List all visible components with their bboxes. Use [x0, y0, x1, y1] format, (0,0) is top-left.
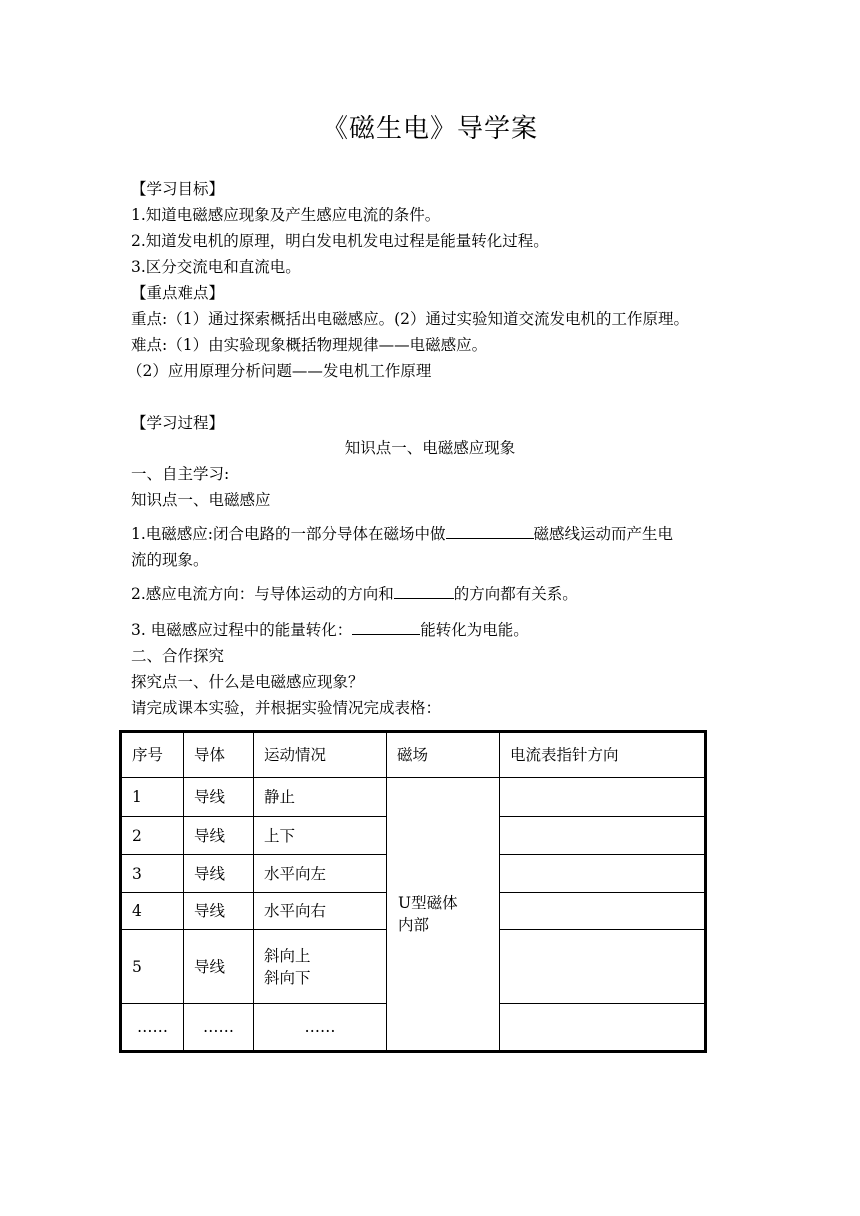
answer-blank-3[interactable] [352, 620, 420, 635]
difficult-point-text: 难点:（1）由实验现象概括物理规律——电磁感应。 [131, 336, 488, 354]
key-point-text: 重点:（1）通过探索概括出电磁感应。(2）通过实验知道交流发电机的工作原理。 [131, 310, 689, 328]
row-number: 4 [121, 893, 184, 930]
question-1-continued: 流的现象。 [131, 551, 209, 569]
question-2 [131, 584, 578, 604]
table-row [121, 778, 706, 817]
header-magnetic-field: 磁场 [387, 732, 500, 778]
section-self-study: 一、自主学习: [131, 465, 230, 483]
explore-point-1: 探究点一、什么是电磁感应现象？ [131, 673, 364, 691]
question-1-text-b: 磁感线运动而产生电 [533, 525, 674, 543]
header-number: 序号 [121, 732, 184, 778]
page-title: 《磁生电》导学案 [321, 114, 538, 144]
row-number: 3 [121, 855, 184, 893]
needle-direction-input[interactable] [500, 855, 706, 893]
goals-heading: 【学习目标】 [131, 180, 225, 198]
needle-direction-input[interactable] [500, 778, 706, 817]
question-1 [131, 524, 673, 544]
row-conductor: …… [184, 1004, 254, 1052]
magnet-label-line2: 内部 [398, 916, 430, 934]
question-3 [131, 620, 529, 640]
row-conductor: 导线 [184, 817, 254, 855]
answer-blank-1[interactable] [446, 524, 534, 539]
row-number: 5 [121, 930, 184, 1004]
answer-blank-2[interactable] [394, 584, 454, 599]
row-conductor: 导线 [184, 778, 254, 817]
needle-direction-input[interactable] [500, 1004, 706, 1052]
knowledge-point-1: 知识点一、电磁感应 [131, 491, 271, 509]
needle-direction-input[interactable] [500, 930, 706, 1004]
row-number: 2 [121, 817, 184, 855]
magnet-label-line1: U型磁体 [398, 894, 458, 912]
row-motion: 静止 [254, 778, 387, 817]
experiment-table [119, 730, 707, 1053]
row-motion-line1: 斜向上 [264, 946, 311, 965]
goal-item-2: 2.知道发电机的原理，明白发电机发电过程是能量转化过程。 [131, 232, 549, 250]
table-header-row [121, 732, 706, 778]
question-2-text-a: 2.感应电流方向：与导体运动的方向和 [131, 585, 394, 603]
row-number: 1 [121, 778, 184, 817]
row-conductor: 导线 [184, 893, 254, 930]
row-motion: 上下 [254, 817, 387, 855]
row-motion: 水平向右 [254, 893, 387, 930]
magnet-cell [387, 778, 500, 1052]
row-number: …… [121, 1004, 184, 1052]
row-conductor: 导线 [184, 930, 254, 1004]
row-conductor: 导线 [184, 855, 254, 893]
question-3-text-a: 3. 电磁感应过程中的能量转化： [131, 621, 353, 639]
needle-direction-input[interactable] [500, 893, 706, 930]
header-conductor: 导体 [184, 732, 254, 778]
table-instruction: 请完成课本实验，并根据实验情况完成表格： [131, 699, 442, 717]
row-motion-line2: 斜向下 [264, 968, 311, 987]
goal-item-1: 1.知道电磁感应现象及产生感应电流的条件。 [131, 206, 441, 224]
difficult-point-text-2: （2）应用原理分析问题——发电机工作原理 [127, 362, 432, 380]
row-motion: …… [254, 1004, 387, 1052]
question-3-text-b: 能转化为电能。 [420, 621, 529, 639]
row-motion: 水平向左 [254, 855, 387, 893]
row-motion [254, 930, 387, 1004]
header-needle-direction: 电流表指针方向 [500, 732, 706, 778]
process-subtitle: 知识点一、电磁感应现象 [344, 439, 516, 457]
section-cooperative: 二、合作探究 [131, 647, 225, 665]
header-motion: 运动情况 [254, 732, 387, 778]
goal-item-3: 3.区分交流电和直流电。 [131, 258, 301, 276]
key-points-heading: 【重点难点】 [131, 284, 225, 302]
question-1-text-a: 1.电磁感应:闭合电路的一部分导体在磁场中做 [131, 525, 446, 543]
process-heading: 【学习过程】 [131, 414, 225, 432]
needle-direction-input[interactable] [500, 817, 706, 855]
question-2-text-b: 的方向都有关系。 [453, 585, 578, 603]
